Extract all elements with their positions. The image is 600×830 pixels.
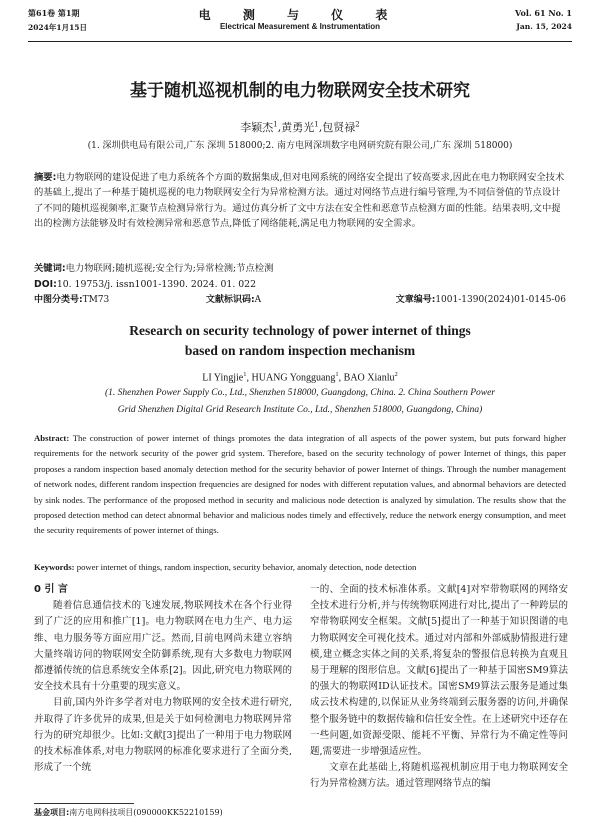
header-rule [28, 41, 572, 42]
keywords-text-en: power internet of things, random inspection, security behavior, anomaly detection, node detection [76, 562, 417, 572]
body-column-right [310, 582, 568, 793]
abstract-en [34, 431, 566, 539]
author-name: 包贤禄 [322, 121, 356, 134]
abstract-cn [34, 170, 566, 231]
body-paragraph: 随着信息通信技术的飞速发展,物联网技术在各个行业得到了广泛的应用和推广[1]。电力物联网在电力生产、电力运维、电力服务等方面应用广泛。然而,目前电网尚未建立容纳大量终端访问的物联网安全防御系统,现有大多数电力物联网都遵循传统的信息系统安全体系[2]。因此,研究电力物联网的安全技术具有十分重要的现实意义。 [34, 600, 292, 693]
body-paragraph: 一的、全面的技术标准体系。文献[4]对窄带物联网的网络安全技术进行分析,并与传统物联网进行对比,提出了一种跨层的窄带物联网安全框架。文献[5]提出了一种基于知识图谱的电力物联网安全可视化技术。通过对内部和外部威胁情报进行建模,建立概念实体之间的关系,将复杂的警报信息转换为直观且易于理解的图形信息。文献[6]提出了一种基于国密SM9算法的强大的物联网ID认证技术。国密SM9算法云服务是通过集成云技术构建的,以保证从业务终端到云服务器的访问,并确保整个服务链中的数据传输和信任安全性。在上述研究中还存在一些问题,如资源受限、能耗不平衡、异常行为不确定性等问题,需要进一步增强适应性。 [310, 584, 568, 758]
authors-cn: 李颖杰$^1$,黄勇光$^1$,包贤禄$^2$ [240, 120, 360, 134]
fund-value: 南方电网科技项目(090000KK52210159) [69, 808, 223, 817]
body-column-left [34, 582, 292, 776]
doi-value[interactable]: 10. 19753/j. issn1001-1390. 2024. 01. 022 [56, 279, 256, 290]
keywords-text-cn: 电力物联网;随机巡视;安全行为;异常检测;节点检测 [65, 263, 274, 274]
doc-code-value: A [254, 295, 262, 305]
journal-name-cn: 电 测 与 仪 表 [198, 8, 402, 22]
author-name: 黄勇光 [281, 121, 315, 134]
author-name: BAO Xianlu [343, 372, 395, 384]
author-name: HUANG Yongguang [251, 372, 336, 384]
journal-header [28, 8, 572, 40]
keywords-en [34, 562, 566, 572]
author-sup: 1 [243, 371, 247, 378]
article-no-value: 1001-1390(2024)01-0145-06 [435, 295, 566, 305]
keywords-label-en: Keywords: [34, 562, 75, 572]
title-en-line1: Research on security technology of power internet of things [129, 323, 471, 338]
volume-en: Vol. 61 No. 1 [515, 8, 572, 18]
author-sup: 1 [335, 371, 339, 378]
doc-code-label: 文献标识码: [206, 295, 255, 305]
body-paragraph: 文章在此基础上,将随机巡视机制应用于电力物联网安全行为异常检测方法。通过管理网络节点的编 [310, 762, 568, 790]
footnote-rule [34, 803, 134, 804]
classification-row [34, 292, 566, 306]
section-heading: 0 引 言 [34, 584, 68, 595]
author-sup: 1 [314, 120, 319, 129]
article-no-label: 文章编号: [395, 295, 436, 305]
date-cn: 2024年1月15日 [28, 23, 88, 32]
author-name: LI Yingjie [202, 372, 244, 384]
author-sup: 2 [394, 371, 398, 378]
abstract-text-en: The construction of power internet of things promotes the data integration of all aspects of the power system, but puts forward higher requirements for the network security of the power grid system. Therefore, based on the security technology of power Internet of things, this paper proposes a random inspection based anomaly detection method for the security behavior of power Internet of things. Through the number management of network nodes, different random inspection frequencies are designed for nodes with different reputation values, and abnormal behaviors are detected by sink nodes. The performance of the proposed method in security and malicious node detection is analyzed by simulation. The results show that the proposed detection method can detect abnormal behavior and malicious nodes timely and effectively, reduce the network energy consumption, and meet the security requirements of power internet of things. [34, 433, 566, 536]
author-name: 李颖杰 [240, 121, 274, 134]
doi-label: DOI: [34, 279, 57, 290]
fund-label: 基金项目: [34, 808, 70, 817]
affiliation-cn: (1. 深圳供电局有限公司,广东 深圳 518000;2. 南方电网深圳数字电网研究院有限公司,广东 深圳 518000) [87, 141, 513, 151]
class-label: 中图分类号: [34, 295, 83, 305]
keywords-cn [34, 261, 566, 276]
keywords-label-cn: 关键词: [34, 263, 66, 274]
author-sup: 2 [355, 120, 360, 129]
class-value: TM73 [82, 295, 110, 305]
affiliation-en-line1: (1. Shenzhen Power Supply Co., Ltd., Shenzhen 518000, Guangdong, China. 2. China Southern Power [104, 388, 495, 398]
title-cn: 基于随机巡视机制的电力物联网安全技术研究 [130, 81, 470, 101]
title-en-line2: based on random inspection mechanism [184, 343, 416, 358]
body-paragraph: 目前,国内外许多学者对电力物联网的安全技术进行研究,并取得了许多优异的成果,但是关于如何检测电力物联网异常行为的研究却很少。比如:文献[3]提出了一种用于电力物联网的技术标准体系,对电力物联网的标准化要求进行了全面分类,形成了一个统 [34, 697, 292, 774]
doi-line [34, 277, 566, 292]
abstract-label-cn: 摘要: [34, 172, 57, 183]
author-sup: 1 [273, 120, 278, 129]
date-en: Jan. 15, 2024 [516, 22, 572, 31]
volume-cn: 第61卷 第1期 [28, 8, 80, 18]
affiliation-en-line2: Grid Shenzhen Digital Grid Research Institute Co., Ltd., Shenzhen 518000, Guangdong, China) [117, 405, 483, 415]
abstract-label-en: Abstract: [34, 433, 70, 443]
funding-note [34, 807, 223, 818]
authors-en: LI Yingjie$^1$, HUANG Yongguang$^1$, BAO Xianlu$^2$ [202, 371, 398, 384]
abstract-text-cn: 电力物联网的建设促进了电力系统各个方面的数据集成,但对电网系统的网络安全提出了较高要求,因此在电力物联网安全技术的基础上,提出了一种基于随机巡视的电力物联网安全行为异常检测方法。通过对网络节点进行编号管理,为不同信誉值的节点设计了不同的随机巡视频率,汇聚节点检测异常行为。通过仿真分析了文中方法在安全性和恶意节点检测方面的性能。结果表明,文中提出的检测方法能够及时有效检测异常和恶意节点,降低了网络能耗,满足电力物联网的安全需求。 [34, 172, 565, 229]
journal-name-en: Electrical Measurement & Instrumentation [219, 22, 381, 31]
